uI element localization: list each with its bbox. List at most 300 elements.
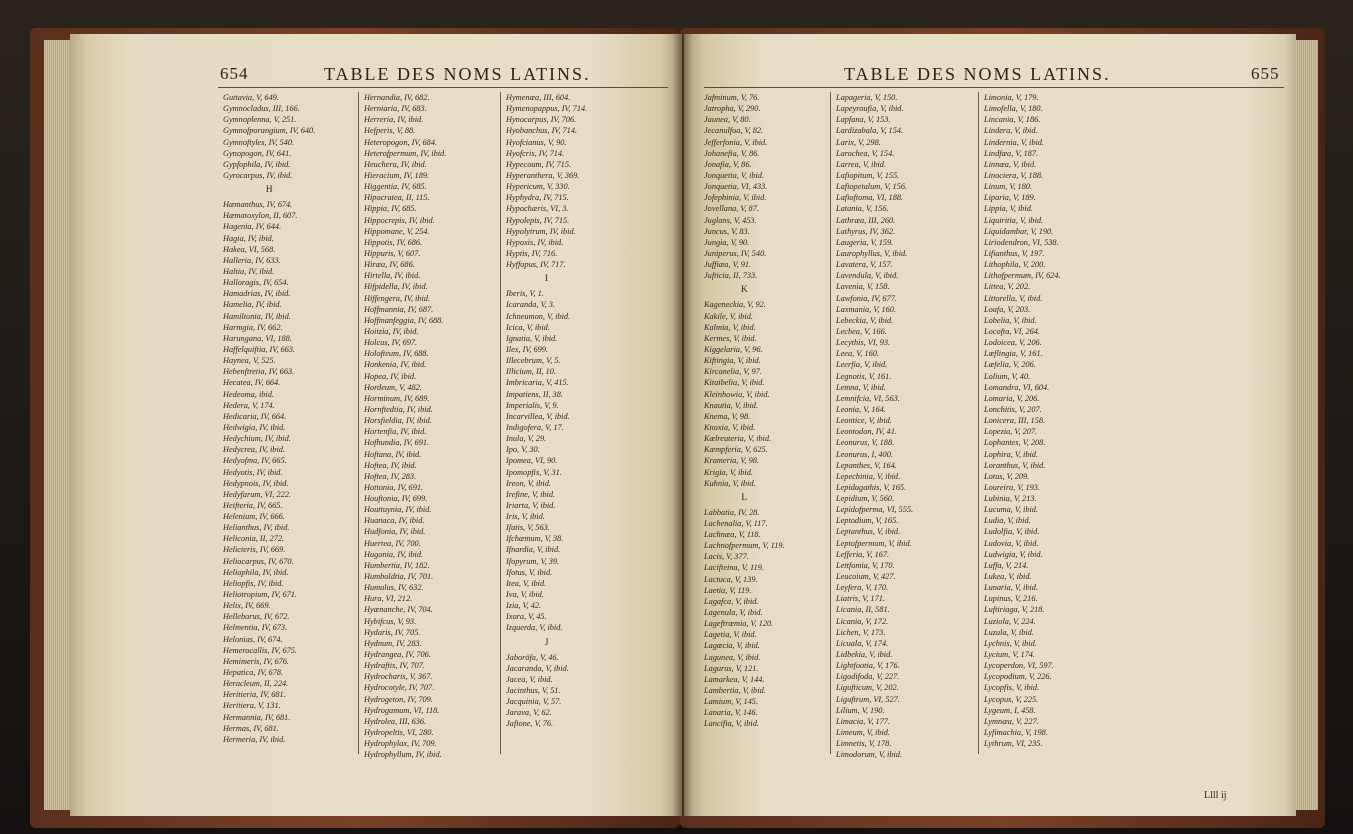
index-entry: Hippuris, V, 607.	[364, 248, 421, 258]
index-entry: Laetia, V, 119.	[704, 585, 752, 595]
column-divider	[978, 92, 979, 754]
index-entry: Hemimeris, IV, 676.	[223, 656, 289, 666]
index-entry: Leerfia, V, ibid.	[836, 360, 888, 370]
index-entry: Luftiriaga, V, 218.	[984, 605, 1045, 615]
index-entry: Lythrum, VI, 235.	[984, 739, 1043, 749]
index-entry: Lichen, V, 173.	[836, 627, 886, 637]
index-entry: Hydrogeton, IV, 709.	[364, 694, 433, 704]
index-entry: Jonafia, V, 86.	[704, 159, 752, 169]
index-entry: Lindfæa, V, 187.	[984, 148, 1039, 158]
index-entry: Legnotis, V, 161.	[836, 371, 892, 381]
right-running-head: TABLE DES NOMS LATINS.	[844, 64, 1111, 84]
index-entry: Lubinia, V, 213.	[984, 494, 1037, 504]
index-entry: Heliocarpus, IV, 670.	[223, 556, 294, 566]
index-entry: Halleria, IV, 633.	[223, 255, 281, 265]
index-entry: Lapfana, V, 153.	[836, 115, 891, 125]
index-entry: Lœfelia, V, 206.	[984, 360, 1036, 370]
index-entry: Lachnofpermum, V, 119.	[704, 541, 785, 551]
index-entry: Littea, V, 202.	[984, 282, 1031, 292]
index-entry: Jofephinia, V, ibid.	[704, 193, 767, 203]
right-page-number: 655	[1251, 64, 1280, 83]
index-entry: Jacaranda, V, ibid.	[506, 663, 569, 673]
index-entry: Imperialis, V, 9.	[506, 400, 559, 410]
index-entry: Lukea, V, ibid.	[984, 572, 1032, 582]
index-entry: Hedicaria, IV, 664.	[223, 411, 287, 421]
index-entry: Lycopus, V, 225.	[984, 694, 1039, 704]
index-entry: Lanaria, V, 146.	[704, 708, 758, 718]
index-entry: Ignatia, V, ibid.	[506, 333, 558, 343]
index-entry: Hernandia, IV, 682.	[364, 93, 430, 102]
index-entry: Jacquinia, V, 57.	[506, 697, 562, 707]
index-entry: Houftonia, IV, 699.	[364, 494, 428, 504]
index-entry: Larix, V, 298.	[836, 137, 881, 147]
index-entry: Lindernia, V, ibid.	[984, 137, 1045, 147]
index-entry: Lonicera, III, 158.	[984, 416, 1046, 426]
index-entry: Leptodium, V, 165.	[836, 516, 899, 526]
column-divider	[358, 92, 359, 754]
left-page-edges	[44, 40, 72, 810]
index-entry: Illicium, II, 10.	[506, 367, 557, 377]
index-entry: Kakile, V, ibid.	[704, 311, 753, 321]
index-entry: Hagia, IV, ibid.	[223, 233, 274, 243]
index-entry: Kermes, V, ibid.	[704, 333, 757, 343]
index-entry: Linum, V, 180.	[984, 182, 1033, 192]
index-entry: Lafiopetalum, V, 156.	[836, 182, 908, 192]
index-entry: Knautia, V, ibid.	[704, 400, 759, 410]
index-entry: Hydaris, IV, 705.	[364, 627, 421, 637]
book-gutter	[672, 34, 692, 816]
index-entry: Hybifcus, V, 93.	[364, 616, 417, 626]
index-entry: Ifatis, V, 563.	[506, 523, 550, 533]
index-entry: Hypoxis, IV, ibid.	[506, 237, 564, 247]
index-entry: Juncus, V, 83.	[704, 226, 750, 236]
index-entry: Licania, II, 581.	[836, 605, 890, 615]
index-entry: Kageneckia, V, 92.	[704, 300, 766, 310]
index-entry: Iriarta, V, ibid.	[506, 500, 556, 510]
right-column-3	[984, 92, 1061, 749]
index-entry: Herreria, IV, ibid.	[364, 115, 424, 125]
right-header-rule	[704, 87, 1284, 88]
index-entry: Guttavia, V, 649.	[223, 93, 279, 102]
index-entry: Hermeria, IV, ibid.	[223, 734, 286, 744]
index-entry: Lagunea, V, ibid.	[704, 652, 761, 662]
index-entry: Hudfonia, IV, ibid.	[364, 527, 426, 537]
index-entry: Houttuynia, IV, ibid.	[364, 505, 432, 515]
index-entry: Gypfophila, IV, ibid.	[223, 159, 291, 169]
index-entry: Hoitzia, IV, ibid.	[364, 326, 419, 336]
index-entry: Lincania, V, 186.	[984, 115, 1041, 125]
index-entry: Lithophila, V, 200.	[984, 260, 1046, 270]
index-entry: Hippia, IV, 685.	[364, 204, 417, 214]
section-letter: H	[265, 185, 273, 196]
index-entry: Lardizabala, V, 154.	[836, 126, 904, 136]
index-entry: Hedypnois, IV, ibid.	[223, 478, 289, 488]
index-entry: Knema, V, 98.	[704, 411, 751, 421]
index-entry: Lupinus, V, 216.	[984, 594, 1038, 604]
index-entry: Lacifteina, V, 119.	[704, 563, 764, 573]
index-entry: Hyffopus, IV, 717.	[506, 260, 566, 270]
index-entry: Hieracium, IV, 189.	[364, 170, 430, 180]
index-entry: Leucoium, V, 427.	[836, 572, 896, 582]
index-entry: Lafioftoma, VI, 188.	[836, 193, 904, 203]
index-entry: Hamadrias, IV, ibid.	[223, 289, 291, 299]
index-entry: Lucuma, V, ibid.	[984, 505, 1039, 515]
right-page	[684, 34, 1296, 816]
index-entry: Lachenalia, V, 117.	[704, 518, 768, 528]
index-entry: Lemna, V, ibid.	[836, 382, 886, 392]
index-entry: Loranthus, V, ibid.	[984, 460, 1046, 470]
index-entry: Izia, V, 42.	[506, 601, 542, 611]
index-entry: Hydrolea, III, 636.	[364, 716, 427, 726]
left-column-3	[506, 92, 587, 730]
index-entry: Ipo, V, 30.	[506, 445, 540, 455]
index-entry: Littorella, V, ibid.	[984, 293, 1043, 303]
index-entry: Gymnocladus, III, 166.	[223, 104, 300, 114]
index-entry: Locofta, VI, 264.	[984, 326, 1040, 336]
index-entry: Hoftea, IV, ibid.	[364, 460, 417, 470]
index-entry: Lettfomia, V, 170.	[836, 560, 895, 570]
index-entry: Gyrocarpus, IV, ibid.	[223, 170, 293, 180]
index-entry: Larochea, V, 154.	[836, 148, 895, 158]
index-entry: Hemerocallis, IV, 675.	[223, 645, 297, 655]
index-entry: Lycopfis, V, ibid.	[984, 683, 1040, 693]
index-entry: Lebeckia, V, ibid.	[836, 315, 894, 325]
index-entry: Knoxia, V, ibid.	[704, 422, 756, 432]
index-entry: Jatropha, V, 290.	[704, 104, 761, 114]
index-entry: Lonchitis, V, 207.	[984, 404, 1042, 414]
left-page	[70, 34, 682, 816]
index-entry: Leyfera, V, 170.	[836, 583, 889, 593]
index-entry: Luffa, V, 214.	[984, 560, 1029, 570]
index-entry: Imbricaria, V, 415.	[506, 378, 569, 388]
index-entry: Irefine, V, ibid.	[506, 489, 556, 499]
index-entry: Lacis, V, 377.	[704, 552, 749, 562]
index-entry: Heliopfis, IV, ibid.	[223, 578, 284, 588]
index-entry: Humulus, IV, 632.	[364, 583, 424, 593]
index-entry: Juglans, V, 453.	[704, 215, 757, 225]
index-entry: Liquiritia, V, ibid.	[984, 215, 1044, 225]
index-entry: Lefferia, V, 167.	[836, 549, 890, 559]
index-entry: Lunaria, V, ibid.	[984, 583, 1039, 593]
index-entry: Haffelquiftia, IV, 663.	[223, 344, 295, 354]
right-column-2	[836, 92, 913, 760]
index-entry: Lygeum, I, 458.	[984, 705, 1036, 715]
index-entry: Jaboröfa, V, 46.	[506, 652, 559, 662]
index-entry: Limodorum, V, ibid.	[836, 750, 903, 760]
index-entry: Lœflingia, V, 161.	[984, 349, 1043, 359]
index-entry: Gymnofporangium, IV, 640.	[223, 126, 316, 136]
index-entry: Hyofcianus, V, 90.	[506, 137, 567, 147]
index-entry: Kleinhowia, V, ibid.	[704, 389, 770, 399]
index-entry: Hippocrepis, IV, ibid.	[364, 215, 435, 225]
index-entry: Hypochæris, VI, 3.	[506, 204, 569, 214]
right-column-1	[704, 92, 785, 730]
index-entry: Lactuca, V, 139.	[704, 574, 758, 584]
index-entry: Hydrophylax, IV, 709.	[364, 739, 437, 749]
index-entry: Leptofpermum, V, ibid.	[836, 538, 912, 548]
index-entry: Leonia, V, 164.	[836, 404, 886, 414]
index-entry: Jafione, V, 76.	[506, 719, 554, 729]
index-entry: Jaunea, V, 80.	[704, 115, 751, 125]
index-entry: Lamium, V, 145.	[704, 697, 759, 707]
index-entry: Heteropogon, IV, 684.	[364, 137, 438, 147]
index-entry: Gymnoftyles, IV, 540.	[223, 137, 295, 147]
index-entry: Hiffengera, IV, ibid.	[364, 293, 430, 303]
index-entry: Loureira, V, 193.	[984, 482, 1041, 492]
index-entry: Liquidambar, V, 190.	[984, 226, 1054, 236]
index-entry: Hermannia, IV, 681.	[223, 712, 291, 722]
index-entry: Jonquetia, VI, 433.	[704, 182, 768, 192]
index-entry: Hyptis, IV, 716.	[506, 248, 558, 258]
index-entry: Krigia, V, ibid.	[704, 467, 753, 477]
index-entry: Lapeyroufia, V, ibid.	[836, 104, 904, 114]
index-entry: Lodoicea, V, 206.	[984, 338, 1042, 348]
index-entry: Lavenia, V, 158.	[836, 282, 890, 292]
index-entry: Humbertia, IV, 182.	[364, 560, 430, 570]
index-entry: Ifchæmum, V, 38.	[506, 534, 564, 544]
index-entry: Hedycrea, IV, ibid.	[223, 445, 285, 455]
index-entry: Ludwigia, V, ibid.	[984, 549, 1043, 559]
column-divider	[500, 92, 501, 754]
index-entry: Lilium, V, 190.	[836, 705, 885, 715]
index-entry: Liatris, V, 171.	[836, 594, 885, 604]
index-entry: Hydraftis, IV, 707.	[364, 661, 425, 671]
index-entry: Lagafca, V, ibid.	[704, 596, 759, 606]
index-entry: Hortenfia, IV, ibid.	[364, 427, 427, 437]
index-entry: Ifotus, V, ibid.	[506, 567, 553, 577]
index-entry: Hyobanchus, IV, 714.	[506, 126, 578, 136]
index-entry: Lomandra, VI, 604.	[984, 382, 1050, 392]
index-entry: Iva, V, ibid.	[506, 590, 544, 600]
index-entry: Johanefia, V, 86.	[704, 148, 760, 158]
index-entry: Leonurus, V, 188.	[836, 438, 895, 448]
index-entry: Lathræa, III, 260.	[836, 215, 896, 225]
index-entry: Huanaca, IV, ibid.	[364, 516, 425, 526]
index-entry: Hippotis, IV, 686.	[364, 237, 423, 247]
index-entry: Leontice, V, ibid.	[836, 416, 892, 426]
index-entry: Harungana, VI, 188.	[223, 333, 292, 343]
index-entry: Jafminum, V, 76.	[704, 93, 760, 102]
index-entry: Hedychium, IV, ibid.	[223, 434, 291, 444]
index-entry: Hedyfarum, VI, 222.	[223, 489, 291, 499]
left-header-rule	[218, 87, 668, 88]
index-entry: Hagenia, IV, 644.	[223, 222, 282, 232]
index-entry: Limonia, V, 179.	[984, 93, 1039, 102]
index-entry: Laugeria, V, 159.	[836, 237, 894, 247]
index-entry: Ilex, IV, 699.	[506, 344, 549, 354]
index-entry: Hedyofma, IV, 665.	[223, 456, 287, 466]
index-entry: Lepechinia, V, ibid.	[836, 471, 901, 481]
index-entry: Ixora, V, 45.	[506, 612, 547, 622]
index-entry: Hirtella, IV, ibid.	[364, 271, 421, 281]
index-entry: Luzula, V, ibid.	[984, 627, 1034, 637]
index-entry: Lavendula, V, ibid.	[836, 271, 899, 281]
index-entry: Jacinthus, V, 51.	[506, 686, 561, 696]
index-entry: Hydnum, IV, 283.	[364, 638, 422, 648]
index-entry: Lamarkea, V, 144.	[704, 674, 765, 684]
index-entry: Lindera, V, ibid.	[984, 126, 1038, 136]
index-entry: Latania, V, 156.	[836, 204, 889, 214]
index-entry: Gynopogon, IV, 641.	[223, 148, 292, 158]
index-entry: Ifnardia, V, ibid.	[506, 545, 561, 555]
index-entry: Honkenia, IV, ibid.	[364, 360, 427, 370]
index-entry: Lidbekia, V, ibid.	[836, 650, 893, 660]
index-entry: Lightfootia, V, 176.	[836, 661, 900, 671]
index-entry: Hoffmanfeggia, IV, 688.	[364, 315, 444, 325]
index-entry: Jarava, V, 62.	[506, 708, 552, 718]
index-entry: Holofteum, IV, 688.	[364, 349, 429, 359]
index-entry: Lagetia, V, ibid.	[704, 630, 757, 640]
index-entry: Hypericum, V, 330.	[506, 182, 570, 192]
index-entry: Lophira, V, ibid.	[984, 449, 1039, 459]
index-entry: Haynea, V, 525.	[223, 356, 276, 366]
index-entry: Lychnis, V, ibid.	[984, 638, 1037, 648]
index-entry: Jonquetia, V, ibid.	[704, 170, 764, 180]
index-entry: Lepidagathis, V, 165.	[836, 482, 907, 492]
index-entry: Helenium, IV, 666.	[223, 512, 285, 522]
index-entry: Ipomea, VI, 90.	[506, 456, 558, 466]
index-entry: Iris, V, ibid.	[506, 512, 545, 522]
index-entry: Hoftana, IV, ibid.	[364, 449, 422, 459]
section-letter: L	[741, 492, 748, 503]
index-entry: Liriodendron, VI, 538.	[984, 237, 1059, 247]
index-entry: Kuhnia, V, ibid.	[704, 478, 756, 488]
index-entry: Heterofpermum, IV, ibid.	[364, 148, 447, 158]
index-entry: Lagœcia, V, ibid.	[704, 641, 760, 651]
index-entry: Hefperis, V, 88.	[364, 126, 416, 136]
index-entry: Liguftrum, VI, 527.	[836, 694, 900, 704]
index-entry: Lageftrœmia, V, 120.	[704, 619, 774, 629]
index-entry: Kiggelaria, V, 96.	[704, 344, 763, 354]
index-entry: Leea, V, 160.	[836, 349, 879, 359]
index-entry: Luziola, V, 224.	[984, 616, 1036, 626]
index-entry: Heritieria, IV, 681.	[223, 690, 286, 700]
index-entry: Heritiera, V, 131.	[223, 701, 281, 711]
index-entry: Ichneumon, V, ibid.	[506, 311, 571, 321]
index-entry: Krameria, V, 98.	[704, 456, 759, 466]
index-entry: Larrea, V, ibid.	[836, 159, 887, 169]
index-entry: Liparia, V, 189.	[984, 193, 1036, 203]
index-entry: Hæmatoxylon, II, 607.	[223, 211, 298, 221]
index-entry: Hugonia, IV, ibid.	[364, 549, 424, 559]
index-entry: Ligufticum, V, 202.	[836, 683, 899, 693]
index-entry: Licania, V, 172.	[836, 616, 889, 626]
section-letter: I	[545, 274, 549, 285]
index-entry: Lachnæa, V, 118.	[704, 530, 761, 540]
section-letter: K	[740, 285, 748, 296]
index-entry: Limeum, V, ibid.	[836, 728, 891, 738]
index-entry: Lagenula, V, ibid.	[704, 608, 763, 618]
index-entry: Hedyotis, IV, ibid.	[223, 467, 283, 477]
left-running-head: TABLE DES NOMS LATINS.	[324, 64, 591, 84]
index-entry: Hymenæa, III, 604.	[506, 93, 571, 102]
index-entry: Leptanthus, V, ibid.	[836, 527, 901, 537]
index-entry: Juffiæa, V, 91.	[704, 260, 752, 270]
right-page-edges	[1294, 40, 1318, 810]
index-entry: Heracleum, II, 224.	[223, 679, 289, 689]
index-entry: Heliophila, IV, ibid.	[223, 567, 289, 577]
index-entry: Helix, IV, 669.	[223, 601, 271, 611]
index-entry: Hyofcris, IV, 714.	[506, 148, 565, 158]
index-entry: Linnæa, V, ibid.	[984, 159, 1037, 169]
index-entry: Ligodifoda, V, 227.	[836, 672, 900, 682]
index-entry: Hypolytrum, IV, ibid.	[506, 226, 576, 236]
index-entry: Hoftea, IV, 283.	[364, 471, 417, 481]
index-entry: Hiræa, IV, 686.	[364, 260, 415, 270]
index-entry: Humboldtia, IV, 701.	[364, 572, 434, 582]
index-entry: Heifteria, IV, 665.	[223, 500, 283, 510]
signature-mark: Llll ij	[1204, 790, 1227, 801]
index-entry: Ludolfia, V, ibid.	[984, 527, 1040, 537]
section-letter: J	[544, 637, 549, 648]
index-entry: Hamiltonia, IV, ibid.	[223, 311, 291, 321]
index-entry: Illecebrum, V, 5.	[506, 356, 561, 366]
index-entry: Hyænanche, IV, 704.	[364, 605, 433, 615]
index-entry: Hydrogamum, VI, 118.	[364, 705, 440, 715]
index-entry: Lapageria, V, 150.	[836, 93, 898, 102]
index-entry: Lancifia, V, ibid.	[704, 719, 759, 729]
index-entry: Laxmania, V, 160.	[836, 304, 897, 314]
index-entry: Hermas, IV, 681.	[223, 723, 279, 733]
index-entry: Hepatica, IV, 678.	[223, 668, 283, 678]
index-entry: Halloragis, IV, 654.	[223, 278, 289, 288]
index-entry: Hura, VI, 212.	[364, 594, 413, 604]
index-entry: Heliotropium, IV, 671.	[223, 590, 297, 600]
index-entry: Haltia, IV, ibid.	[223, 266, 275, 276]
index-entry: Icica, V, ibid.	[506, 322, 550, 332]
index-entry: Hedwigia, IV, ibid.	[223, 422, 286, 432]
index-entry: Hippomane, V, 254.	[364, 226, 430, 236]
index-entry: Helianthus, IV, ibid.	[223, 523, 290, 533]
index-entry: Lechea, V, 166.	[836, 326, 887, 336]
index-entry: Hamelia, IV, ibid.	[223, 300, 282, 310]
index-entry: Lophantes, V, 208.	[984, 438, 1046, 448]
left-column-1	[223, 92, 315, 745]
index-entry: Jovellana, V, 87.	[704, 204, 759, 214]
index-entry: Horsfieldia, IV, ibid.	[364, 416, 432, 426]
index-entry: Lycium, V, 174.	[984, 650, 1035, 660]
index-entry: Hopea, IV, ibid.	[364, 371, 417, 381]
index-entry: Holcus, IV, 697.	[364, 338, 418, 348]
index-entry: Hypolepis, IV, 715.	[506, 215, 570, 225]
index-entry: Hyperanthera, V, 369.	[506, 170, 580, 180]
index-entry: Hedeoma, ibid.	[223, 389, 274, 399]
index-entry: Hypecoum, IV, 715.	[506, 159, 572, 169]
index-entry: Ifopyrum, V, 39.	[506, 556, 560, 566]
index-entry: Lavatera, V, 157.	[836, 260, 893, 270]
index-entry: Lepidofperma, VI, 555.	[836, 505, 914, 515]
index-entry: Kiftingia, V, ibid.	[704, 356, 761, 366]
index-entry: Lopezia, V, 207.	[984, 427, 1038, 437]
index-entry: Helonias, IV, 674.	[223, 634, 283, 644]
index-entry: Kitaibelia, V, ibid.	[704, 378, 765, 388]
index-entry: Lyfimachia, V, 198.	[984, 728, 1048, 738]
index-entry: Izquerda, V, ibid.	[506, 623, 563, 633]
index-entry: Linociera, V, 188.	[984, 170, 1044, 180]
index-entry: Lippia, V, ibid.	[984, 204, 1033, 214]
index-entry: Indigofera, V, 17.	[506, 422, 564, 432]
index-entry: Jacea, V, ibid.	[506, 674, 553, 684]
index-entry: Jecanulfoa, V, 82.	[704, 126, 764, 136]
index-entry: Juniperus, IV, 540.	[704, 248, 767, 258]
index-entry: Limacia, V, 177.	[836, 716, 891, 726]
index-entry: Jufticia, II, 733.	[704, 271, 758, 281]
index-entry: Limnetis, V, 178.	[836, 739, 892, 749]
left-page-number: 654	[220, 64, 249, 83]
index-entry: Hofhundia, IV, 691.	[364, 438, 430, 448]
index-entry: Lycoperdon, VI, 597.	[984, 661, 1054, 671]
index-entry: Ireon, V, ibid.	[506, 478, 551, 488]
